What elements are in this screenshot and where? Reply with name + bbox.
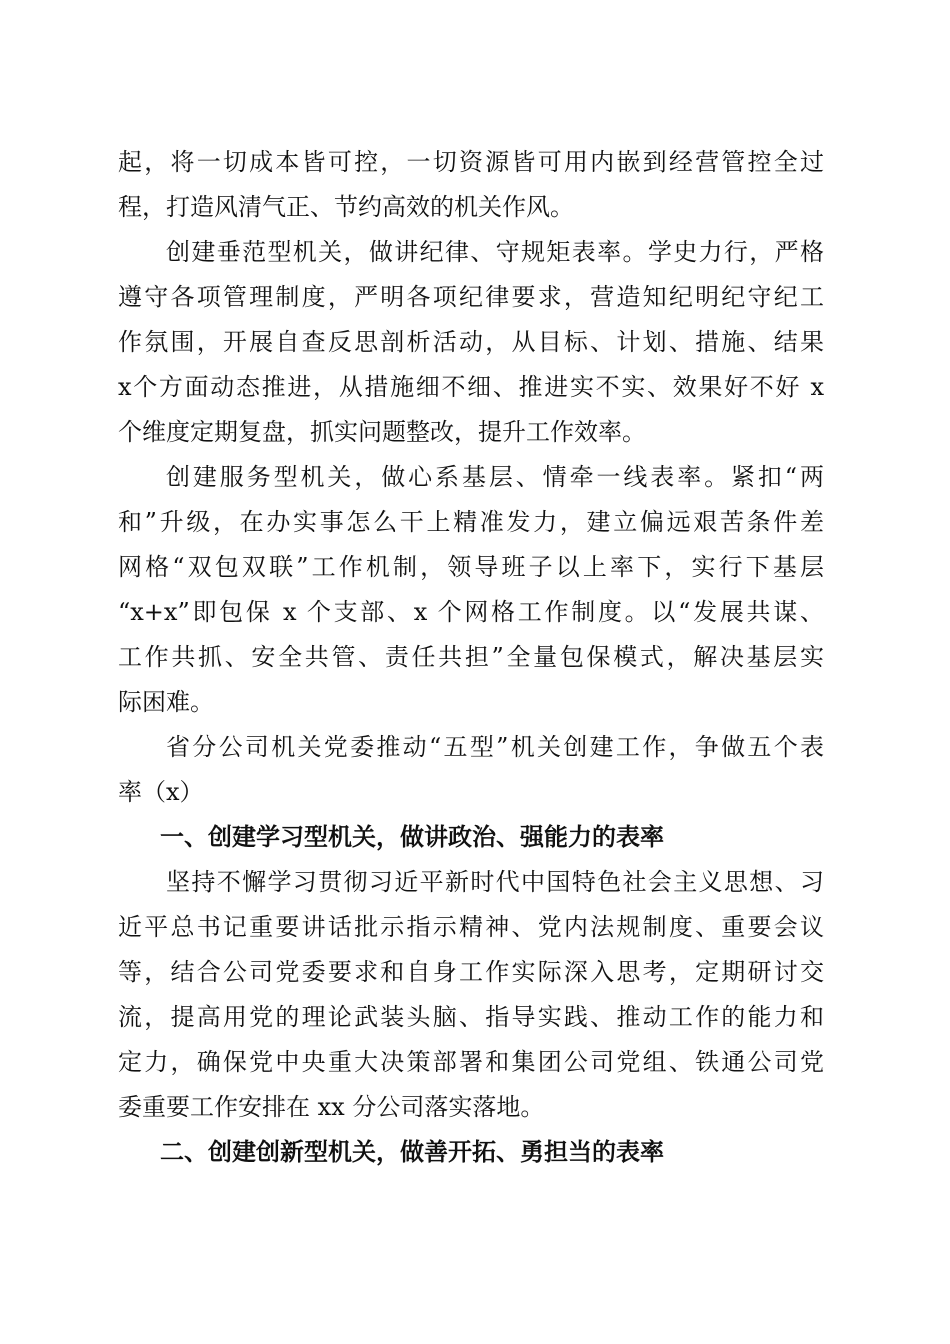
text-line: “x+x”即包保 x 个支部、x 个网格工作制度。以“发展共谋、 [118, 598, 824, 626]
text-line: 个维度定期复盘，抓实问题整改，提升工作效率。 [118, 418, 646, 446]
section-heading-2: 二、创建创新型机关，做善开拓、勇担当的表率 [160, 1138, 664, 1166]
paragraph-start-line: 创建服务型机关，做心系基层、情牵一线表率。紧扣“两 [166, 463, 824, 491]
text-line: 际困难。 [118, 688, 214, 716]
text-line: 流，提高用党的理论武装头脑、指导实践、推动工作的能力和 [118, 1003, 824, 1031]
section-heading-1: 一、创建学习型机关，做讲政治、强能力的表率 [160, 823, 664, 851]
text-line: 率（x） [118, 778, 204, 806]
text-line: 委重要工作安排在 xx 分公司落实落地。 [118, 1093, 545, 1121]
text-line: 起，将一切成本皆可控，一切资源皆可用内嵌到经营管控全过 [118, 148, 824, 176]
text-line: 作氛围，开展自查反思剖析活动，从目标、计划、措施、结果 [118, 328, 824, 356]
paragraph-start-line: 省分公司机关党委推动“五型”机关创建工作，争做五个表 [166, 733, 824, 761]
text-line: 网格“双包双联”工作机制，领导班子以上率下，实行下基层 [118, 553, 824, 581]
text-line: 定力，确保党中央重大决策部署和集团公司党组、铁通公司党 [118, 1048, 824, 1076]
text-line: x个方面动态推进，从措施细不细、推进实不实、效果好不好 x [118, 373, 824, 401]
text-line: 遵守各项管理制度，严明各项纪律要求，营造知纪明纪守纪工 [118, 283, 824, 311]
text-line: 和”升级，在办实事怎么干上精准发力，建立偏远艰苦条件差 [118, 508, 824, 536]
text-line: 程，打造风清气正、节约高效的机关作风。 [118, 193, 574, 221]
paragraph-start-line: 创建垂范型机关，做讲纪律、守规矩表率。学史力行，严格 [166, 238, 824, 266]
text-line: 工作共抓、安全共管、责任共担”全量包保模式，解决基层实 [118, 643, 824, 671]
text-line: 近平总书记重要讲话批示指示精神、党内法规制度、重要会议 [118, 913, 824, 941]
text-line: 等，结合公司党委要求和自身工作实际深入思考，定期研讨交 [118, 958, 824, 986]
paragraph-start-line: 坚持不懈学习贯彻习近平新时代中国特色社会主义思想、习 [166, 868, 824, 896]
